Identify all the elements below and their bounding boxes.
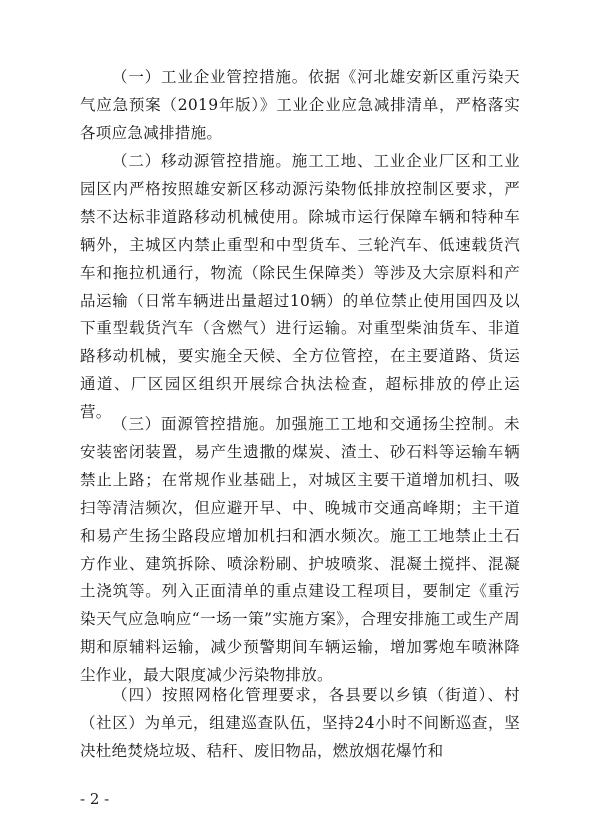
paragraph-grid-management: （四）按照网格化管理要求，各县要以乡镇（街道）、村（社区）为单元，组建巡查队伍，坚持24小时不间断巡查，坚决杜绝焚烧垃圾、秸秆、废旧物品，燃放烟花爆竹和 <box>80 686 520 760</box>
page-number: - 2 - <box>80 790 110 808</box>
paragraph-area-source-control: （三）面源管控措施。加强施工工地和交通扬尘控制。未安装密闭装置，易产生遗撒的煤炭、渣土、砂石料等运输车辆禁止上路；在常规作业基础上，对城区主要干道增加机扫、吸扫等清洁频次，但应避开早、中、晚城市交通高峰期；主干道和易产生扬尘路段应增加机扫和洒水频次。施工工地禁止土石方作业、建筑拆除、喷涂粉刷、护坡喷浆、混凝土搅拌、混凝土浇筑等。列入正面清单的重点建设工程项目，要制定《重污染天气应急响应“一场一策”实施方案》，合理安排施工或生产周期和原辅料运输，减少预警期间车辆运输，增加雾炮车喷淋降尘作业，最大限度减少污染物排放。 <box>80 415 520 685</box>
paragraph-industrial-control: （一）工业企业管控措施。依据《河北雄安新区重污染天气应急预案（2019年版）》工业企业应急减排清单，严格落实各项应急减排措施。 <box>80 68 520 142</box>
paragraph-mobile-source-control: （二）移动源管控措施。施工工地、工业企业厂区和工业园区内严格按照雄安新区移动源污染物低排放控制区要求，严禁不达标非道路移动机械使用。除城市运行保障车辆和特种车辆外，主城区内禁止重型和中型货车、三轮汽车、低速载货汽车和拖拉机通行，物流（除民生保障类）等涉及大宗原料和产品运输（日常车辆进出量超过10辆）的单位禁止使用国四及以下重型载货汽车（含燃气）进行运输。对重型柴油货车、非道路移动机械，要实施全天候、全方位管控，在主要道路、货运通道、厂区园区组织开展综合执法检查，超标排放的停止运营。 <box>80 152 520 422</box>
